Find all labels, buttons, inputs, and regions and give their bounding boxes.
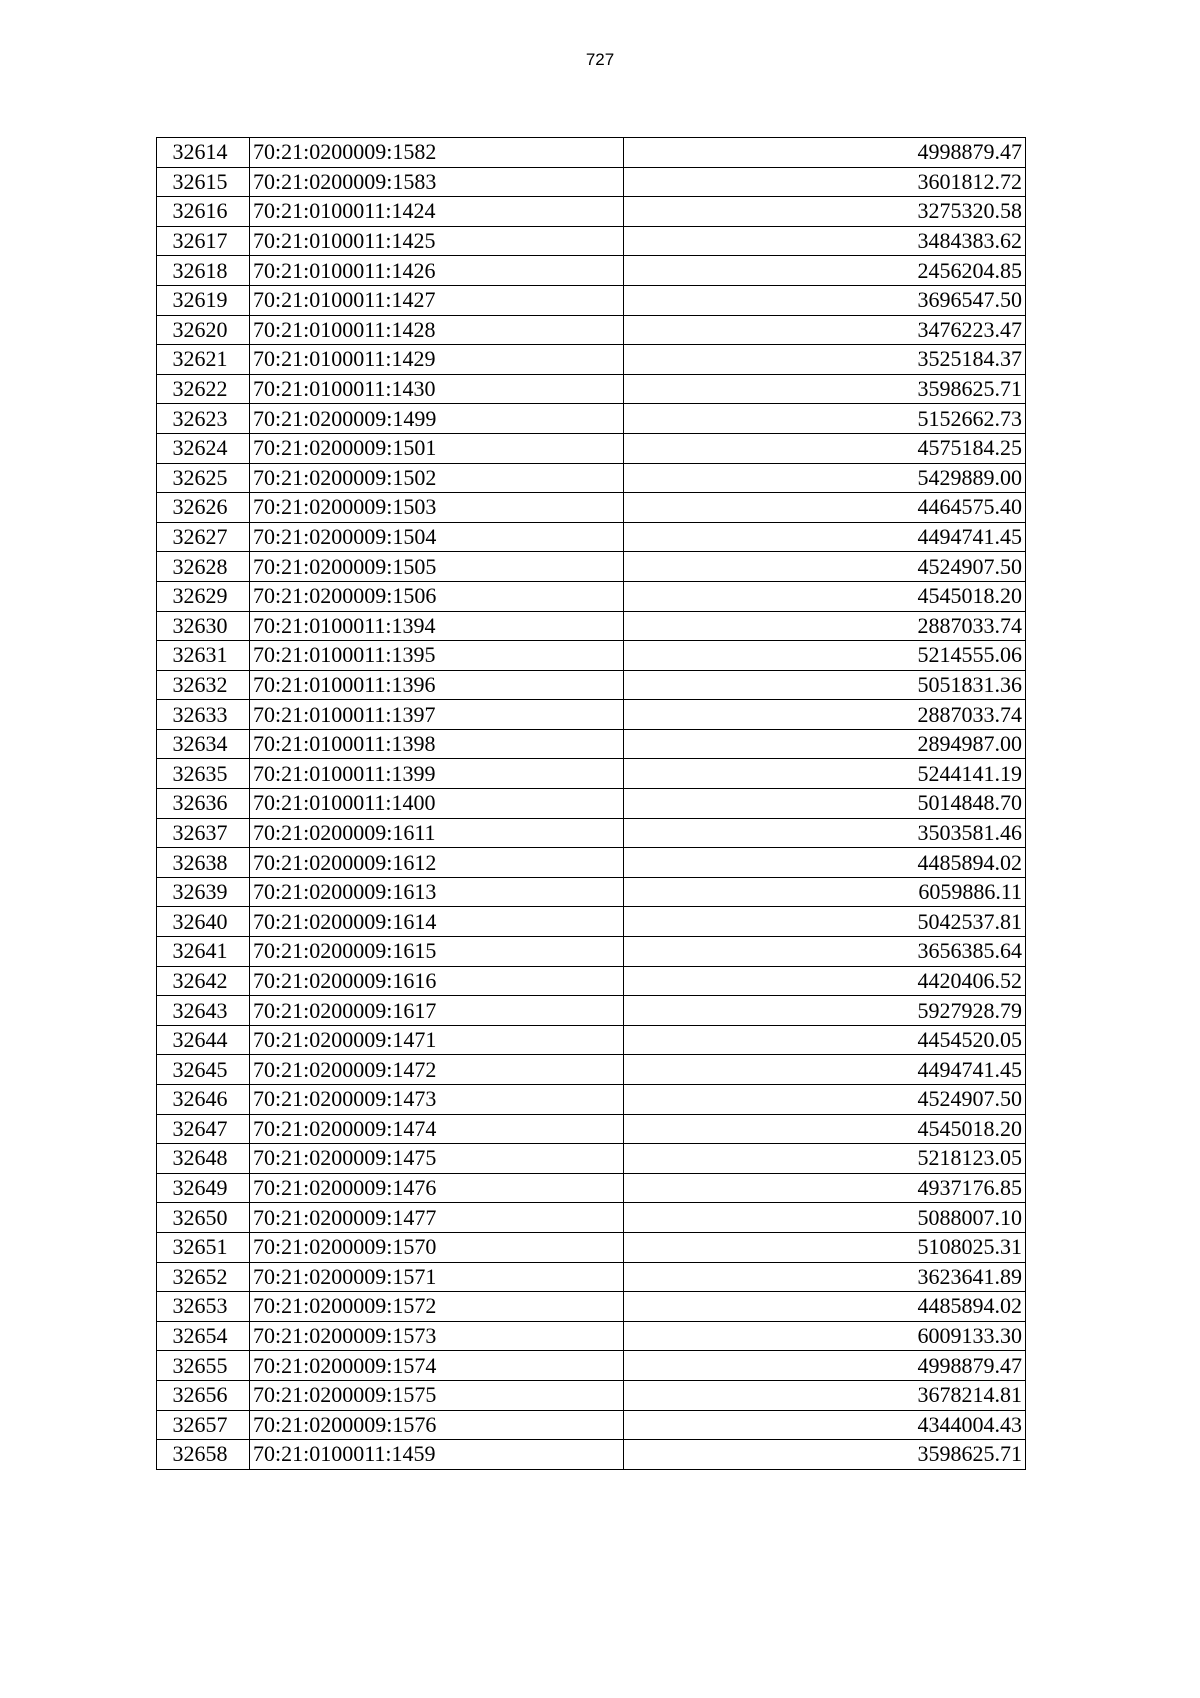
cadastral-value-cell: 3656385.64 bbox=[624, 937, 1026, 967]
cadastral-value-cell: 6009133.30 bbox=[624, 1321, 1026, 1351]
cadastral-value-cell: 5218123.05 bbox=[624, 1144, 1026, 1174]
table-row bbox=[157, 138, 1026, 168]
cadastral-number-cell: 70:21:0100011:1459 bbox=[250, 1440, 624, 1470]
cadastral-value-cell: 5014848.70 bbox=[624, 789, 1026, 819]
cadastral-value-cell: 5927928.79 bbox=[624, 996, 1026, 1026]
cadastral-number-cell: 70:21:0200009:1499 bbox=[250, 404, 624, 434]
table-row bbox=[157, 1114, 1026, 1144]
table-row bbox=[157, 937, 1026, 967]
cadastral-number-cell: 70:21:0200009:1505 bbox=[250, 552, 624, 582]
cadastral-number-cell: 70:21:0200009:1570 bbox=[250, 1232, 624, 1262]
table-row bbox=[157, 463, 1026, 493]
row-number-cell: 32617 bbox=[157, 226, 250, 256]
cadastral-value-cell: 5429889.00 bbox=[624, 463, 1026, 493]
table-row bbox=[157, 996, 1026, 1026]
cadastral-value-cell: 4494741.45 bbox=[624, 522, 1026, 552]
cadastral-value-cell: 3623641.89 bbox=[624, 1262, 1026, 1292]
cadastral-number-cell: 70:21:0200009:1582 bbox=[250, 138, 624, 168]
table-row bbox=[157, 611, 1026, 641]
cadastral-number-cell: 70:21:0200009:1474 bbox=[250, 1114, 624, 1144]
cadastral-number-cell: 70:21:0100011:1427 bbox=[250, 285, 624, 315]
table-row bbox=[157, 729, 1026, 759]
table-row bbox=[157, 433, 1026, 463]
cadastral-value-cell: 4524907.50 bbox=[624, 1085, 1026, 1115]
row-number-cell: 32629 bbox=[157, 581, 250, 611]
table-row bbox=[157, 1173, 1026, 1203]
cadastral-value-cell: 3601812.72 bbox=[624, 167, 1026, 197]
table-row bbox=[157, 877, 1026, 907]
table-row bbox=[157, 1144, 1026, 1174]
cadastral-number-cell: 70:21:0100011:1426 bbox=[250, 256, 624, 286]
table-row bbox=[157, 1055, 1026, 1085]
table-row bbox=[157, 1203, 1026, 1233]
row-number-cell: 32626 bbox=[157, 493, 250, 523]
row-number-cell: 32645 bbox=[157, 1055, 250, 1085]
row-number-cell: 32633 bbox=[157, 700, 250, 730]
cadastral-number-cell: 70:21:0100011:1398 bbox=[250, 729, 624, 759]
cadastral-value-cell: 4937176.85 bbox=[624, 1173, 1026, 1203]
table-row bbox=[157, 197, 1026, 227]
row-number-cell: 32657 bbox=[157, 1410, 250, 1440]
cadastral-number-cell: 70:21:0200009:1611 bbox=[250, 818, 624, 848]
row-number-cell: 32619 bbox=[157, 285, 250, 315]
row-number-cell: 32653 bbox=[157, 1292, 250, 1322]
cadastral-value-cell: 3696547.50 bbox=[624, 285, 1026, 315]
row-number-cell: 32654 bbox=[157, 1321, 250, 1351]
cadastral-value-cell: 4545018.20 bbox=[624, 581, 1026, 611]
row-number-cell: 32649 bbox=[157, 1173, 250, 1203]
cadastral-value-cell: 4494741.45 bbox=[624, 1055, 1026, 1085]
cadastral-number-cell: 70:21:0100011:1397 bbox=[250, 700, 624, 730]
table-row bbox=[157, 670, 1026, 700]
table-body bbox=[157, 138, 1026, 1470]
cadastral-number-cell: 70:21:0200009:1575 bbox=[250, 1380, 624, 1410]
cadastral-number-cell: 70:21:0100011:1428 bbox=[250, 315, 624, 345]
cadastral-value-cell: 3476223.47 bbox=[624, 315, 1026, 345]
cadastral-value-cell: 4998879.47 bbox=[624, 138, 1026, 168]
table-row bbox=[157, 167, 1026, 197]
table-row bbox=[157, 1321, 1026, 1351]
cadastral-number-cell: 70:21:0100011:1424 bbox=[250, 197, 624, 227]
cadastral-value-cell: 5051831.36 bbox=[624, 670, 1026, 700]
cadastral-value-cell: 2887033.74 bbox=[624, 611, 1026, 641]
table-row bbox=[157, 374, 1026, 404]
table-row bbox=[157, 1292, 1026, 1322]
cadastral-number-cell: 70:21:0200009:1504 bbox=[250, 522, 624, 552]
row-number-cell: 32615 bbox=[157, 167, 250, 197]
table-row bbox=[157, 789, 1026, 819]
cadastral-value-cell: 4545018.20 bbox=[624, 1114, 1026, 1144]
cadastral-value-cell: 5108025.31 bbox=[624, 1232, 1026, 1262]
cadastral-value-cell: 4464575.40 bbox=[624, 493, 1026, 523]
table-row bbox=[157, 1085, 1026, 1115]
table-row bbox=[157, 1440, 1026, 1470]
cadastral-number-cell: 70:21:0200009:1471 bbox=[250, 1025, 624, 1055]
row-number-cell: 32640 bbox=[157, 907, 250, 937]
table-row bbox=[157, 404, 1026, 434]
row-number-cell: 32621 bbox=[157, 345, 250, 375]
table-row bbox=[157, 315, 1026, 345]
row-number-cell: 32639 bbox=[157, 877, 250, 907]
row-number-cell: 32651 bbox=[157, 1232, 250, 1262]
table-row bbox=[157, 1262, 1026, 1292]
cadastral-value-cell: 4485894.02 bbox=[624, 848, 1026, 878]
table-row bbox=[157, 493, 1026, 523]
table-row bbox=[157, 641, 1026, 671]
cadastral-number-cell: 70:21:0100011:1429 bbox=[250, 345, 624, 375]
cadastral-number-cell: 70:21:0200009:1476 bbox=[250, 1173, 624, 1203]
cadastral-number-cell: 70:21:0200009:1576 bbox=[250, 1410, 624, 1440]
row-number-cell: 32625 bbox=[157, 463, 250, 493]
table-row bbox=[157, 226, 1026, 256]
cadastral-number-cell: 70:21:0200009:1612 bbox=[250, 848, 624, 878]
row-number-cell: 32622 bbox=[157, 374, 250, 404]
page-number: 727 bbox=[585, 50, 615, 69]
table-row bbox=[157, 1410, 1026, 1440]
row-number-cell: 32627 bbox=[157, 522, 250, 552]
row-number-cell: 32634 bbox=[157, 729, 250, 759]
table-row bbox=[157, 1380, 1026, 1410]
row-number-cell: 32630 bbox=[157, 611, 250, 641]
cadastral-number-cell: 70:21:0100011:1430 bbox=[250, 374, 624, 404]
cadastral-value-cell: 2894987.00 bbox=[624, 729, 1026, 759]
cadastral-number-cell: 70:21:0100011:1425 bbox=[250, 226, 624, 256]
cadastral-value-cell: 3598625.71 bbox=[624, 374, 1026, 404]
row-number-cell: 32644 bbox=[157, 1025, 250, 1055]
row-number-cell: 32624 bbox=[157, 433, 250, 463]
cadastral-value-cell: 4485894.02 bbox=[624, 1292, 1026, 1322]
row-number-cell: 32641 bbox=[157, 937, 250, 967]
row-number-cell: 32643 bbox=[157, 996, 250, 1026]
cadastral-number-cell: 70:21:0100011:1399 bbox=[250, 759, 624, 789]
cadastral-value-cell: 5088007.10 bbox=[624, 1203, 1026, 1233]
cadastral-value-cell: 3484383.62 bbox=[624, 226, 1026, 256]
table-row bbox=[157, 1025, 1026, 1055]
row-number-cell: 32635 bbox=[157, 759, 250, 789]
cadastral-number-cell: 70:21:0200009:1572 bbox=[250, 1292, 624, 1322]
cadastral-value-cell: 3275320.58 bbox=[624, 197, 1026, 227]
cadastral-value-cell: 4998879.47 bbox=[624, 1351, 1026, 1381]
cadastral-number-cell: 70:21:0200009:1571 bbox=[250, 1262, 624, 1292]
cadastral-value-cell: 2887033.74 bbox=[624, 700, 1026, 730]
table-row bbox=[157, 759, 1026, 789]
table-row bbox=[157, 522, 1026, 552]
row-number-cell: 32652 bbox=[157, 1262, 250, 1292]
cadastral-number-cell: 70:21:0200009:1583 bbox=[250, 167, 624, 197]
row-number-cell: 32650 bbox=[157, 1203, 250, 1233]
table-row bbox=[157, 966, 1026, 996]
cadastral-number-cell: 70:21:0100011:1395 bbox=[250, 641, 624, 671]
cadastral-value-cell: 5152662.73 bbox=[624, 404, 1026, 434]
table-row bbox=[157, 552, 1026, 582]
cadastral-number-cell: 70:21:0100011:1394 bbox=[250, 611, 624, 641]
row-number-cell: 32646 bbox=[157, 1085, 250, 1115]
table-row bbox=[157, 1232, 1026, 1262]
table-row bbox=[157, 256, 1026, 286]
row-number-cell: 32636 bbox=[157, 789, 250, 819]
cadastral-number-cell: 70:21:0200009:1502 bbox=[250, 463, 624, 493]
row-number-cell: 32632 bbox=[157, 670, 250, 700]
row-number-cell: 32638 bbox=[157, 848, 250, 878]
table-row bbox=[157, 1351, 1026, 1381]
row-number-cell: 32637 bbox=[157, 818, 250, 848]
cadastral-number-cell: 70:21:0200009:1475 bbox=[250, 1144, 624, 1174]
cadastral-value-cell: 3678214.81 bbox=[624, 1380, 1026, 1410]
cadastral-number-cell: 70:21:0200009:1617 bbox=[250, 996, 624, 1026]
table-row bbox=[157, 285, 1026, 315]
cadastral-number-cell: 70:21:0200009:1477 bbox=[250, 1203, 624, 1233]
row-number-cell: 32628 bbox=[157, 552, 250, 582]
row-number-cell: 32658 bbox=[157, 1440, 250, 1470]
cadastral-value-cell: 3503581.46 bbox=[624, 818, 1026, 848]
row-number-cell: 32623 bbox=[157, 404, 250, 434]
row-number-cell: 32631 bbox=[157, 641, 250, 671]
table-row bbox=[157, 907, 1026, 937]
cadastral-number-cell: 70:21:0200009:1574 bbox=[250, 1351, 624, 1381]
table-row bbox=[157, 818, 1026, 848]
table-row bbox=[157, 848, 1026, 878]
row-number-cell: 32614 bbox=[157, 138, 250, 168]
cadastral-value-cell: 5214555.06 bbox=[624, 641, 1026, 671]
cadastral-value-cell: 3598625.71 bbox=[624, 1440, 1026, 1470]
cadastral-value-cell: 4575184.25 bbox=[624, 433, 1026, 463]
cadastral-value-table bbox=[156, 137, 1026, 1470]
table-row bbox=[157, 345, 1026, 375]
cadastral-value-cell: 5042537.81 bbox=[624, 907, 1026, 937]
cadastral-value-cell: 5244141.19 bbox=[624, 759, 1026, 789]
cadastral-value-cell: 2456204.85 bbox=[624, 256, 1026, 286]
table-row bbox=[157, 581, 1026, 611]
cadastral-value-cell: 6059886.11 bbox=[624, 877, 1026, 907]
row-number-cell: 32642 bbox=[157, 966, 250, 996]
cadastral-number-cell: 70:21:0200009:1573 bbox=[250, 1321, 624, 1351]
cadastral-number-cell: 70:21:0100011:1400 bbox=[250, 789, 624, 819]
cadastral-value-cell: 4524907.50 bbox=[624, 552, 1026, 582]
table-row bbox=[157, 700, 1026, 730]
cadastral-number-cell: 70:21:0200009:1614 bbox=[250, 907, 624, 937]
row-number-cell: 32655 bbox=[157, 1351, 250, 1381]
cadastral-value-cell: 4420406.52 bbox=[624, 966, 1026, 996]
row-number-cell: 32620 bbox=[157, 315, 250, 345]
cadastral-number-cell: 70:21:0200009:1472 bbox=[250, 1055, 624, 1085]
cadastral-number-cell: 70:21:0200009:1501 bbox=[250, 433, 624, 463]
cadastral-number-cell: 70:21:0200009:1473 bbox=[250, 1085, 624, 1115]
cadastral-number-cell: 70:21:0200009:1613 bbox=[250, 877, 624, 907]
row-number-cell: 32656 bbox=[157, 1380, 250, 1410]
row-number-cell: 32618 bbox=[157, 256, 250, 286]
row-number-cell: 32648 bbox=[157, 1144, 250, 1174]
cadastral-number-cell: 70:21:0200009:1506 bbox=[250, 581, 624, 611]
cadastral-number-cell: 70:21:0200009:1616 bbox=[250, 966, 624, 996]
cadastral-number-cell: 70:21:0200009:1615 bbox=[250, 937, 624, 967]
cadastral-value-cell: 4344004.43 bbox=[624, 1410, 1026, 1440]
cadastral-number-cell: 70:21:0200009:1503 bbox=[250, 493, 624, 523]
cadastral-value-cell: 3525184.37 bbox=[624, 345, 1026, 375]
cadastral-number-cell: 70:21:0100011:1396 bbox=[250, 670, 624, 700]
row-number-cell: 32616 bbox=[157, 197, 250, 227]
cadastral-value-cell: 4454520.05 bbox=[624, 1025, 1026, 1055]
row-number-cell: 32647 bbox=[157, 1114, 250, 1144]
